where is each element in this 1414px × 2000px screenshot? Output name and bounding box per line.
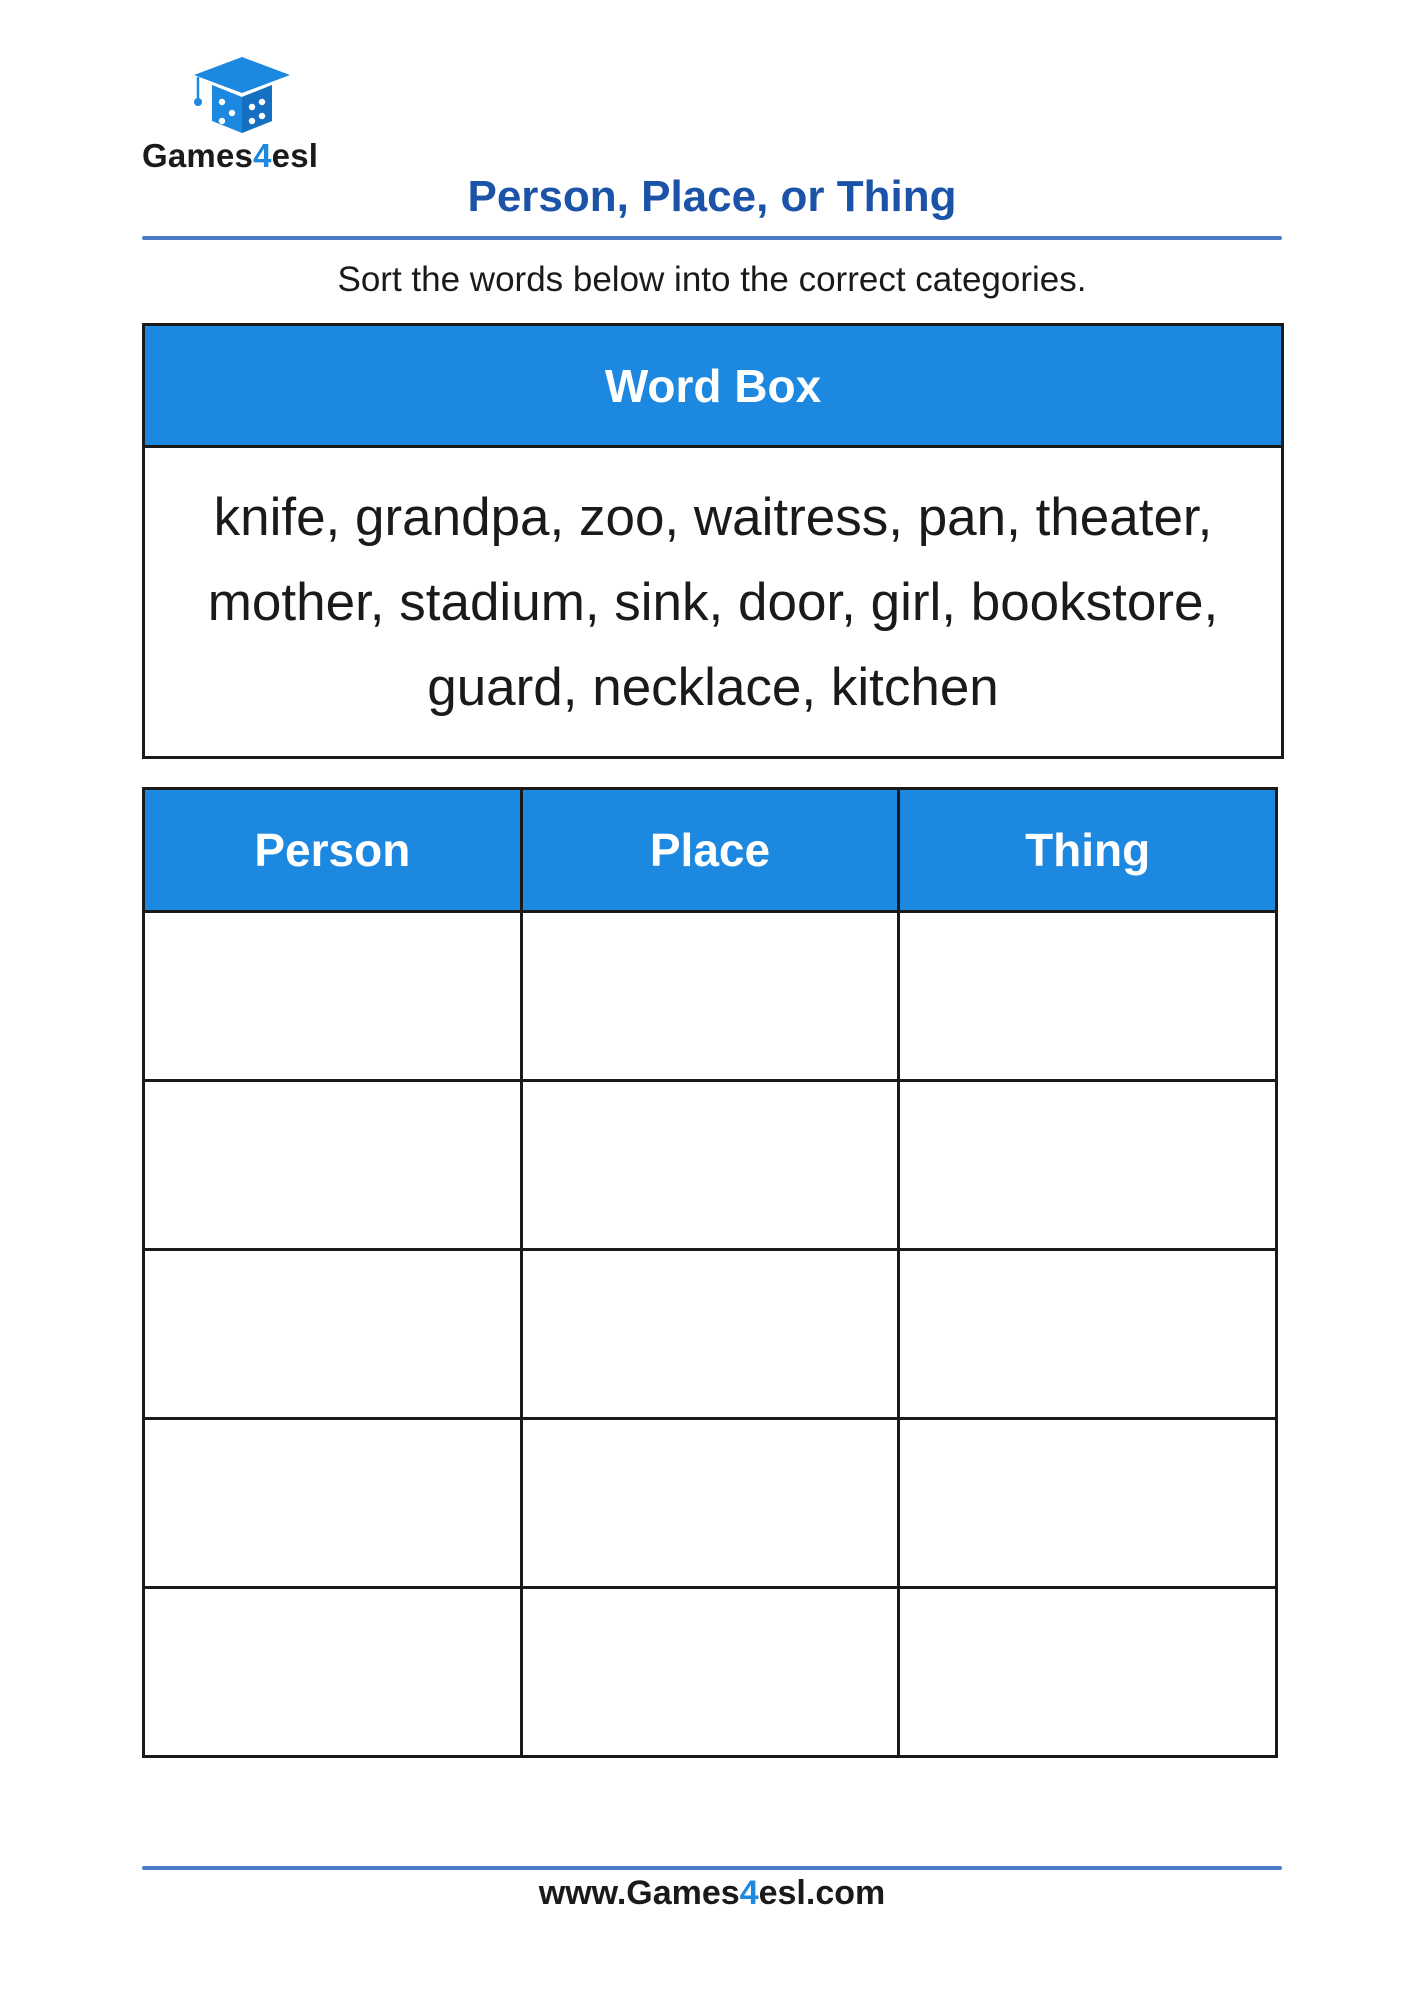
word-box-heading: Word Box (145, 326, 1281, 448)
table-row (144, 1081, 1277, 1250)
answer-cell[interactable] (521, 912, 899, 1081)
answer-cell[interactable] (521, 1250, 899, 1419)
column-place: Place (521, 789, 899, 912)
logo-text: Games4esl (142, 137, 319, 174)
answer-cell[interactable] (144, 1419, 522, 1588)
logo (142, 55, 342, 180)
table-row (144, 912, 1277, 1081)
answer-cell[interactable] (144, 1588, 522, 1757)
answer-cell[interactable] (144, 912, 522, 1081)
page-title: Person, Place, or Thing (467, 172, 957, 221)
title-divider (142, 236, 1282, 240)
footer-divider (142, 1866, 1282, 1870)
answer-cell[interactable] (899, 1081, 1277, 1250)
sorting-table (142, 787, 1278, 1758)
word-box (142, 323, 1284, 759)
instructions: Sort the words below into the correct categories. (337, 260, 1087, 299)
graduation-cap-dice-icon (190, 55, 294, 135)
answer-cell[interactable] (899, 1250, 1277, 1419)
column-thing: Thing (899, 789, 1277, 912)
answer-cell[interactable] (144, 1250, 522, 1419)
answer-cell[interactable] (899, 912, 1277, 1081)
answer-cell[interactable] (899, 1588, 1277, 1757)
answer-cell[interactable] (899, 1419, 1277, 1588)
answer-cell[interactable] (521, 1419, 899, 1588)
table-row (144, 1588, 1277, 1757)
word-box-words: knife, grandpa, zoo, waitress, pan, theater, mother, stadium, sink, door, girl, bookstore, guard, necklace, kitchen (207, 487, 1219, 717)
table-row (144, 1250, 1277, 1419)
answer-cell[interactable] (144, 1081, 522, 1250)
table-header-row (144, 789, 1277, 912)
footer-url[interactable]: www.Games4esl.com (538, 1874, 886, 1912)
column-person: Person (144, 789, 522, 912)
answer-cell[interactable] (521, 1081, 899, 1250)
table-row (144, 1419, 1277, 1588)
answer-cell[interactable] (521, 1588, 899, 1757)
